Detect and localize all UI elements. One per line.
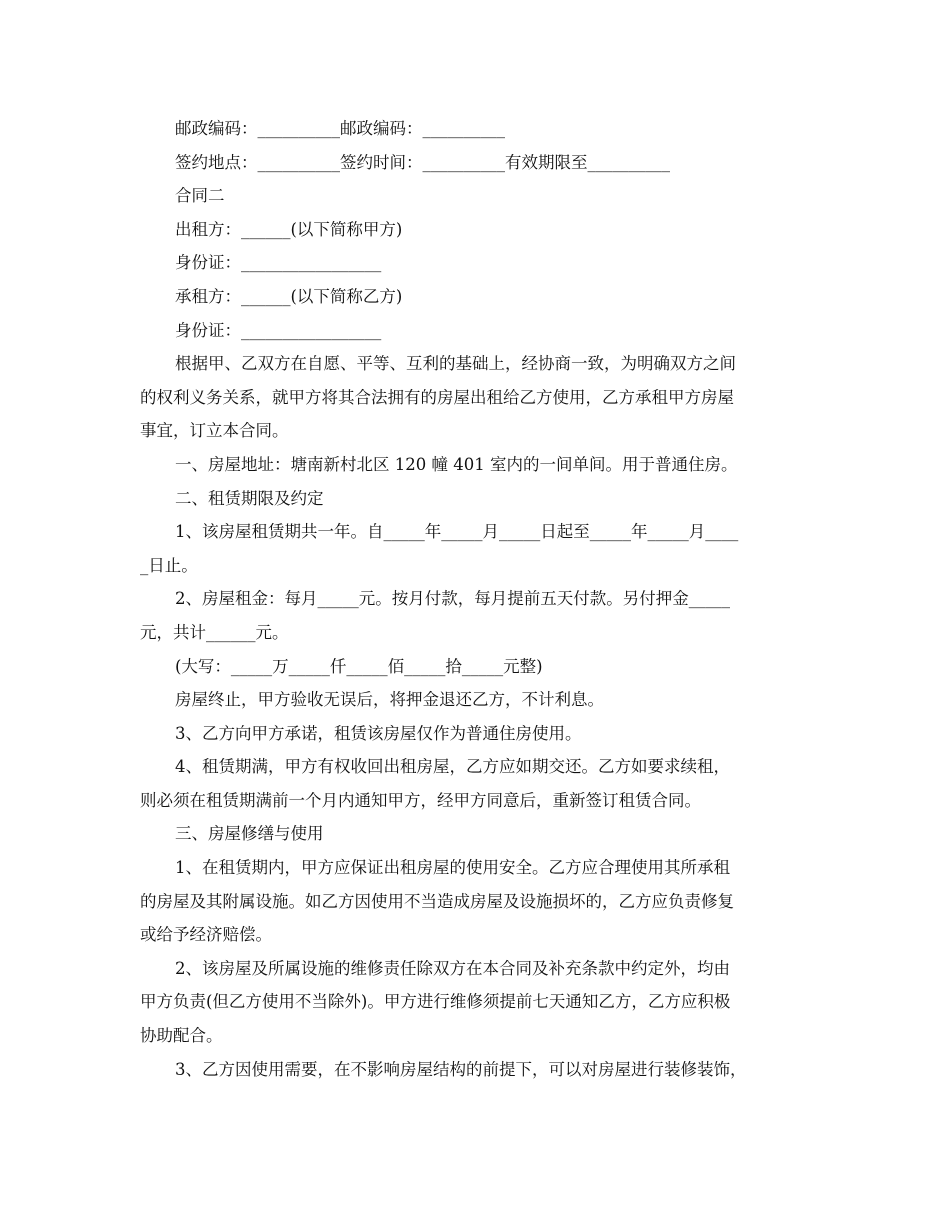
text-line: 1、该房屋租赁期共一年。自_____年_____月_____日起至_____年_____月____ xyxy=(175,522,739,542)
text-line: 承租方：______(以下简称乙方) xyxy=(175,286,403,306)
text-line: (大写：_____万_____仟_____佰_____拾_____元整) xyxy=(175,656,543,676)
text-line: 则必须在租赁期满前一个月内通知甲方，经甲方同意后，重新签订租赁合同。 xyxy=(140,790,701,810)
text-line: 2、该房屋及所属设施的维修责任除双方在本合同及补充条款中约定外，均由 xyxy=(175,958,730,978)
text-line: 二、租赁期限及约定 xyxy=(175,488,324,508)
text-line: 三、房屋修缮与使用 xyxy=(175,824,324,844)
text-line: 4、租赁期满，甲方有权收回出租房屋，乙方应如期交还。乙方如要求续租， xyxy=(175,757,730,777)
text-line: 2、房屋租金：每月_____元。按月付款，每月提前五天付款。另付押金_____ xyxy=(175,589,730,609)
text-line: 身份证：_________________ xyxy=(175,320,382,340)
text-line: 1、在租赁期内，甲方应保证出租房屋的使用安全。乙方应合理使用其所承租 xyxy=(175,858,730,878)
text-line: 邮政编码：__________邮政编码：__________ xyxy=(175,119,505,138)
text-line: 协助配合。 xyxy=(140,1026,223,1046)
text-line: _日止。 xyxy=(140,555,198,575)
text-line: 元，共计______元。 xyxy=(140,622,289,642)
text-line: 身份证：_________________ xyxy=(175,253,382,273)
text-line: 一、房屋地址：塘南新村北区 120 幢 401 室内的一间单间。用于普通住房。 xyxy=(175,454,738,474)
text-line: 3、乙方因使用需要，在不影响房屋结构的前提下，可以对房屋进行装修装饰， xyxy=(175,1059,747,1079)
text-line: 的房屋及其附属设施。如乙方因使用不当造成房屋及设施损坏的，乙方应负责修复 xyxy=(140,891,734,911)
text-line: 合同二 xyxy=(175,186,225,206)
contract-body xyxy=(140,112,820,1086)
text-line: 房屋终止，甲方验收无误后，将押金退还乙方，不计利息。 xyxy=(175,690,604,710)
text-line: 或给予经济赔偿。 xyxy=(140,925,272,945)
text-line: 根据甲、乙双方在自愿、平等、互利的基础上，经协商一致，为明确双方之间 xyxy=(175,354,736,374)
text-line: 出租方：______(以下简称甲方) xyxy=(175,219,403,239)
text-line: 甲方负责(但乙方使用不当除外)。甲方进行维修须提前七天通知乙方，乙方应积极 xyxy=(140,992,731,1012)
text-line: 的权利义务关系，就甲方将其合法拥有的房屋出租给乙方使用，乙方承租甲方房屋 xyxy=(140,387,734,407)
text-line: 事宜，订立本合同。 xyxy=(140,421,289,441)
text-line: 3、乙方向甲方承诺，租赁该房屋仅作为普通住房使用。 xyxy=(175,723,582,743)
text-line: 签约地点：__________签约时间：__________有效期限至__________ xyxy=(175,152,670,172)
